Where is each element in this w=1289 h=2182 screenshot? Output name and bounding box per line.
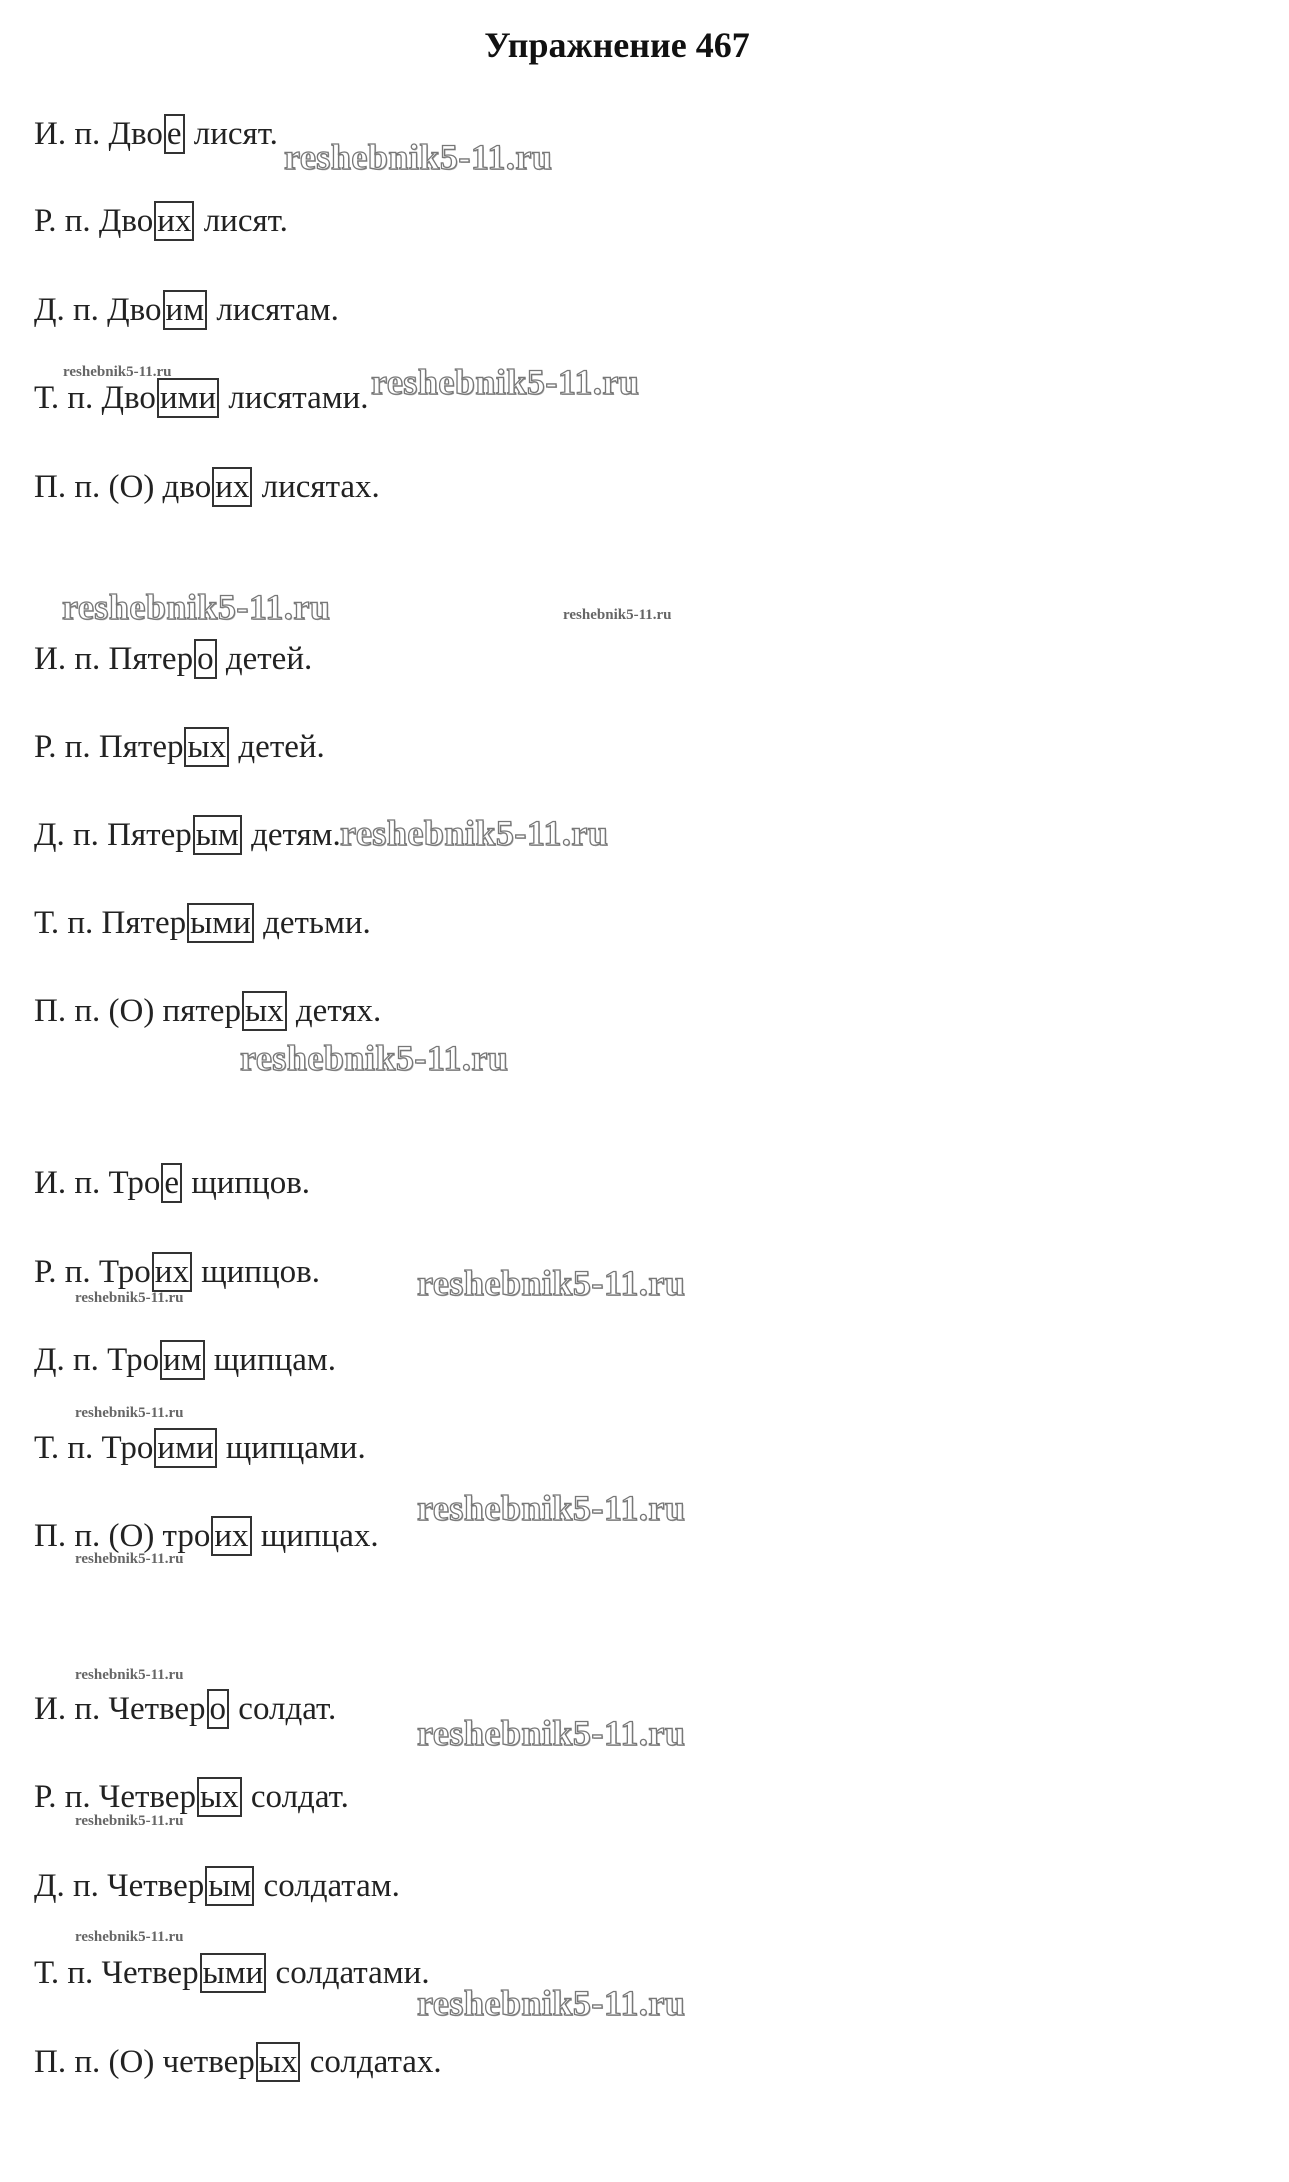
- word-stem: Р. п. Тро: [34, 1254, 151, 1290]
- declension-line: [34, 815, 341, 855]
- watermark-small: reshebnik5-11.ru: [75, 1667, 184, 1683]
- word-rest: щипцов.: [183, 1165, 311, 1201]
- watermark-large: reshebnik5-11.ru: [417, 1488, 686, 1528]
- word-rest: щипцах.: [252, 1518, 379, 1554]
- ending-box: их: [211, 1516, 251, 1556]
- declension-line: [34, 378, 369, 418]
- ending-box: ыми: [187, 903, 254, 943]
- ending-box: о: [194, 639, 217, 679]
- word-rest: лисятами.: [220, 380, 369, 416]
- word-stem: И. п. Тро: [34, 1165, 161, 1201]
- declension-line: [34, 639, 312, 679]
- declension-line: [34, 1516, 379, 1556]
- word-stem: Д. п. Тро: [34, 1342, 160, 1378]
- watermark-large: reshebnik5-11.ru: [240, 1038, 509, 1078]
- word-rest: детьми.: [254, 905, 371, 941]
- word-stem: И. п. Четвер: [34, 1691, 206, 1727]
- watermark-large: reshebnik5-11.ru: [340, 813, 609, 853]
- ending-box: их: [152, 1252, 192, 1292]
- word-rest: лисят.: [185, 116, 278, 152]
- declension-line: [34, 201, 288, 241]
- watermark-small: reshebnik5-11.ru: [563, 607, 672, 623]
- word-stem: Т. п. Пятер: [34, 905, 187, 941]
- watermark-small: reshebnik5-11.ru: [75, 1813, 184, 1829]
- ending-box: ыми: [200, 1953, 267, 1993]
- ending-box: ым: [193, 815, 242, 855]
- ending-box: их: [212, 467, 252, 507]
- ending-box: ых: [256, 2042, 301, 2082]
- ending-box: о: [207, 1689, 230, 1729]
- watermark-small: reshebnik5-11.ru: [75, 1405, 184, 1421]
- declension-line: [34, 467, 380, 507]
- declension-line: [34, 1689, 336, 1729]
- ending-box: ых: [197, 1777, 242, 1817]
- declension-line: [34, 1428, 366, 1468]
- word-rest: щипцам.: [205, 1342, 337, 1378]
- word-stem: П. п. (О) четвер: [34, 2044, 255, 2080]
- word-stem: И. п. Пятер: [34, 641, 194, 677]
- ending-box: ым: [205, 1866, 254, 1906]
- watermark-small: reshebnik5-11.ru: [75, 1290, 184, 1306]
- word-rest: лисятах.: [253, 469, 380, 505]
- word-stem: Р. п. Пятер: [34, 729, 184, 765]
- declension-line: [34, 1777, 349, 1817]
- word-rest: солдатами.: [267, 1955, 430, 1991]
- word-stem: Р. п. Дво: [34, 203, 154, 239]
- word-stem: П. п. (О) дво: [34, 469, 212, 505]
- declension-line: [34, 1252, 320, 1292]
- watermark-large: reshebnik5-11.ru: [417, 1983, 686, 2023]
- declension-line: [34, 1340, 336, 1380]
- word-rest: детей.: [217, 641, 313, 677]
- word-rest: детям.: [242, 817, 341, 853]
- word-stem: Т. п. Четвер: [34, 1955, 199, 1991]
- watermark-large: reshebnik5-11.ru: [417, 1263, 686, 1303]
- declension-line: [34, 2042, 442, 2082]
- ending-box: их: [154, 201, 194, 241]
- word-stem: П. п. (О) пятер: [34, 993, 241, 1029]
- watermark-small: reshebnik5-11.ru: [63, 364, 172, 380]
- watermark-large: reshebnik5-11.ru: [62, 587, 331, 627]
- word-rest: детях.: [287, 993, 382, 1029]
- ending-box: им: [160, 1340, 205, 1380]
- word-rest: солдат.: [242, 1779, 349, 1815]
- declension-line: [34, 903, 371, 943]
- declension-line: [34, 114, 278, 154]
- watermark-large: reshebnik5-11.ru: [371, 362, 640, 402]
- word-stem: Д. п. Четвер: [34, 1868, 205, 1904]
- declension-line: [34, 1953, 430, 1993]
- ending-box: ых: [242, 991, 287, 1031]
- word-stem: Т. п. Дво: [34, 380, 156, 416]
- declension-line: [34, 1866, 400, 1906]
- word-stem: П. п. (О) тро: [34, 1518, 211, 1554]
- declension-line: [34, 991, 381, 1031]
- word-rest: щипцов.: [192, 1254, 320, 1290]
- word-stem: Р. п. Четвер: [34, 1779, 196, 1815]
- word-stem: И. п. Дво: [34, 116, 163, 152]
- ending-box: ими: [154, 1428, 216, 1468]
- watermark-large: reshebnik5-11.ru: [284, 137, 553, 177]
- word-rest: солдатах.: [301, 2044, 442, 2080]
- ending-box: им: [163, 290, 208, 330]
- ending-box: е: [164, 114, 185, 154]
- watermark-small: reshebnik5-11.ru: [75, 1929, 184, 1945]
- declension-line: [34, 727, 325, 767]
- word-rest: щипцами.: [217, 1430, 366, 1466]
- word-stem: Т. п. Тро: [34, 1430, 154, 1466]
- declension-line: [34, 290, 339, 330]
- ending-box: ых: [184, 727, 229, 767]
- watermark-large: reshebnik5-11.ru: [417, 1713, 686, 1753]
- ending-box: ими: [157, 378, 219, 418]
- word-rest: лисят.: [195, 203, 288, 239]
- word-rest: солдатам.: [255, 1868, 400, 1904]
- declension-line: [34, 1163, 310, 1203]
- word-rest: детей.: [230, 729, 325, 765]
- word-rest: солдат.: [230, 1691, 337, 1727]
- page-title: Упражнение 467: [484, 25, 750, 65]
- ending-box: е: [161, 1163, 182, 1203]
- word-stem: Д. п. Пятер: [34, 817, 192, 853]
- word-stem: Д. п. Дво: [34, 292, 162, 328]
- word-rest: лисятам.: [208, 292, 339, 328]
- watermark-small: reshebnik5-11.ru: [75, 1551, 184, 1567]
